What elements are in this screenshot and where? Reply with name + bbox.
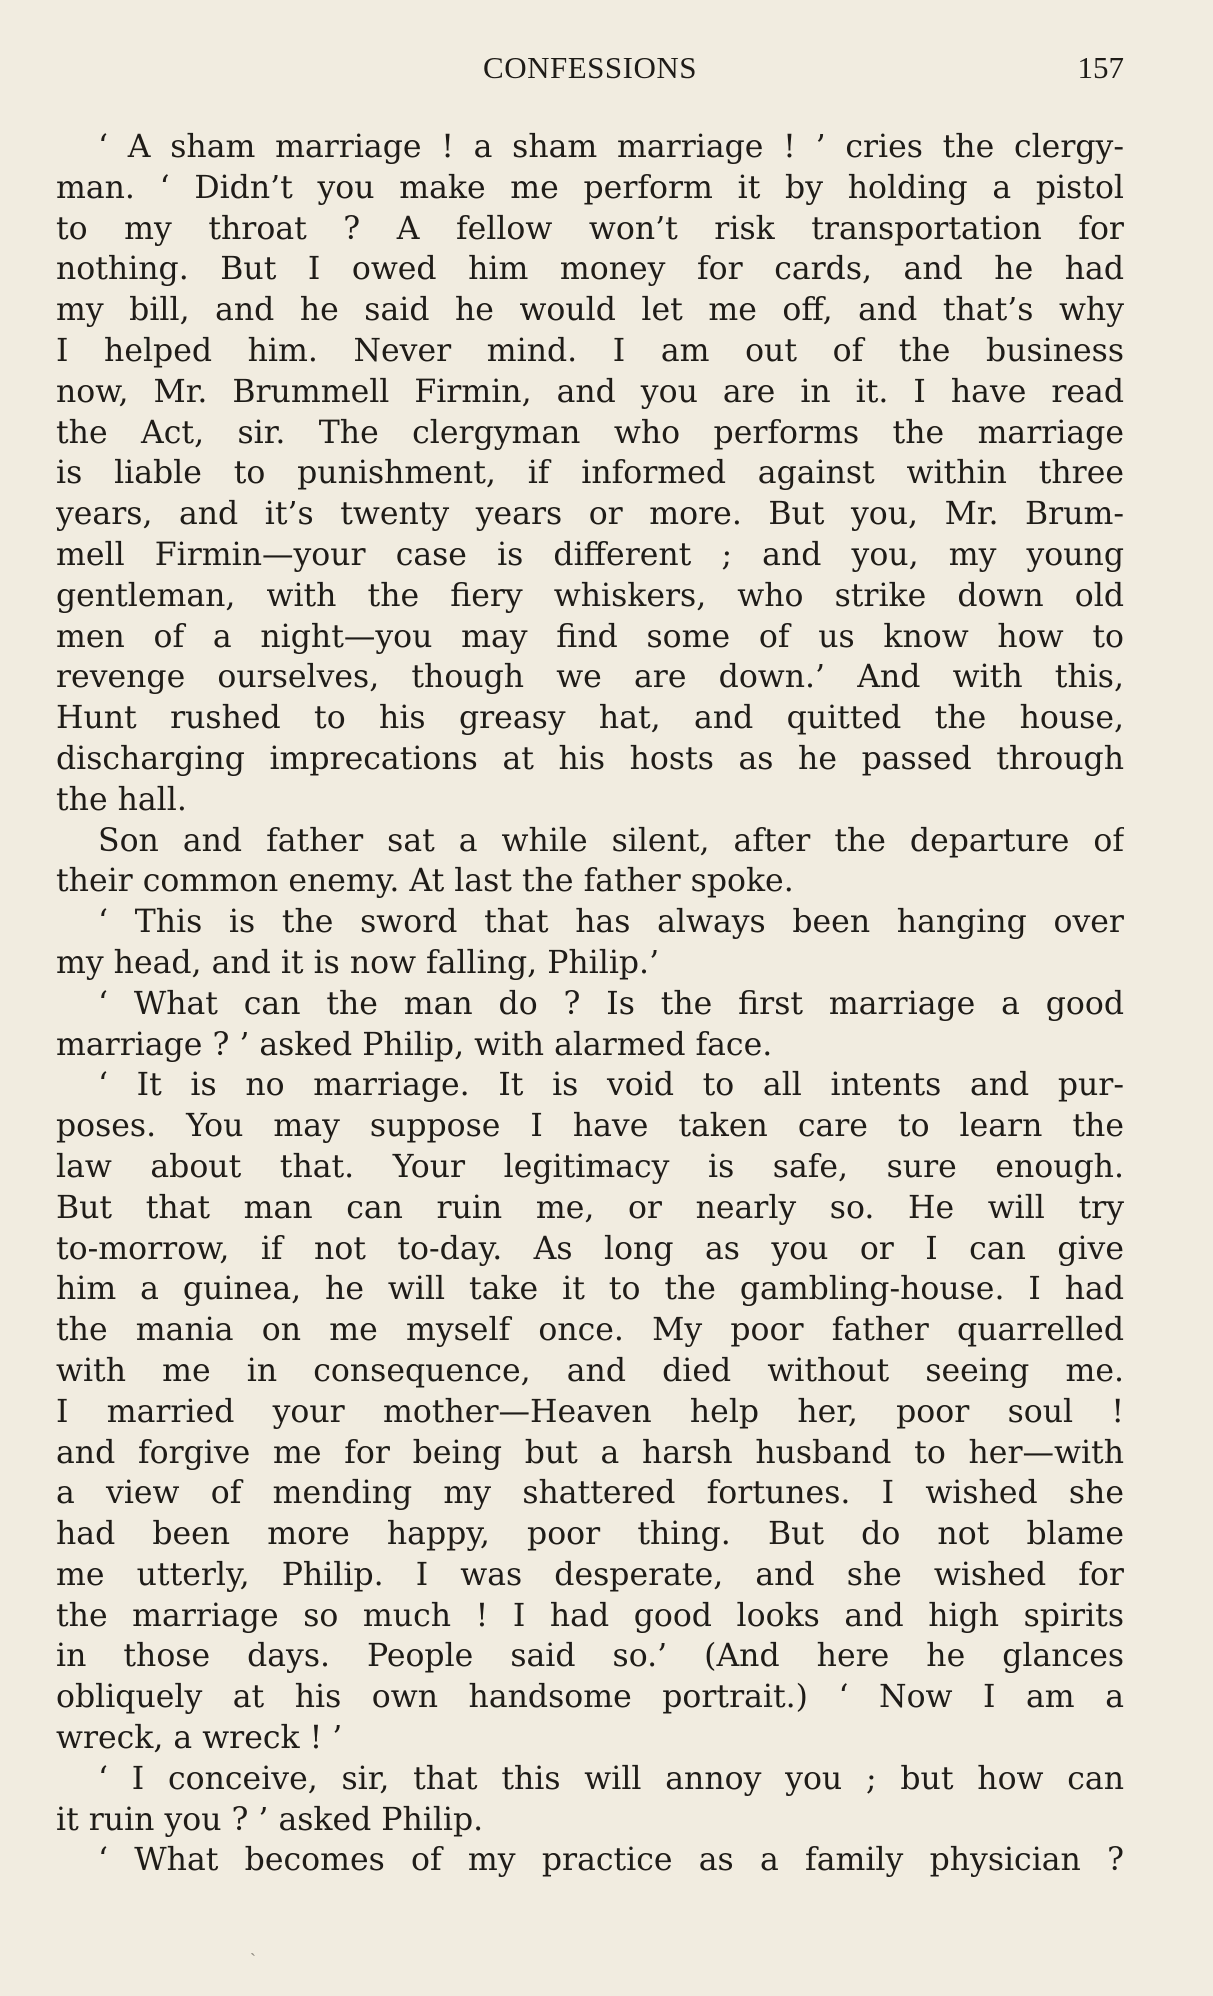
stray-ink-mark: ˏ [250, 1936, 256, 1957]
text-line: him a guinea, he will take it to the gambling-house. I had [56, 1271, 1124, 1308]
text-line: ‘ A sham marriage ! a sham marriage ! ’ cries the clergy- [98, 129, 1124, 165]
text-line: marriage ? ’ asked Philip, with alarmed face. [56, 1026, 773, 1063]
text-line: I helped him. Never mind. I am out of the business [56, 332, 1124, 369]
text-line: a view of mending my shattered fortunes. I wished she [56, 1475, 1124, 1512]
text-line: to my throat ? A fellow won’t risk transportation for [56, 210, 1124, 247]
text-line: my head, and it is now falling, Philip.’ [56, 944, 660, 981]
text-line: ‘ This is the sword that has always been hanging over [98, 904, 1124, 941]
text-line: Hunt rushed to his greasy hat, and quitted the house, [56, 700, 1124, 737]
text-line: the hall. [56, 781, 187, 818]
text-line: discharging imprecations at his hosts as he passed through [56, 740, 1124, 777]
body-text [56, 127, 1124, 1881]
text-line: the marriage so much ! I had good looks and high spirits [56, 1597, 1124, 1634]
text-line: gentleman, with the fiery whiskers, who strike down old [56, 577, 1124, 614]
text-line: law about that. Your legitimacy is safe, sure enough. [56, 1148, 1124, 1185]
text-line: wreck, a wreck ! ’ [56, 1720, 343, 1757]
text-line: mell Firmin—your case is different ; and you, my young [56, 536, 1124, 573]
text-line: and forgive me for being but a harsh husband to her—with [56, 1434, 1124, 1471]
text-line: my bill, and he said he would let me off, and that’s why [56, 292, 1124, 329]
text-line: now, Mr. Brummell Firmin, and you are in it. I have read [56, 373, 1124, 410]
text-line: man. ‘ Didn’t you make me perform it by holding a pistol [56, 169, 1124, 206]
text-line: I married your mother—Heaven help her, poor soul ! [56, 1393, 1124, 1430]
text-line: ‘ What becomes of my practice as a family physician ? [98, 1842, 1124, 1879]
text-line: their common enemy. At last the father spoke. [56, 863, 794, 900]
page-number: 157 [1077, 50, 1124, 85]
text-line: it ruin you ? ’ asked Philip. [56, 1801, 484, 1838]
text-line: ‘ I conceive, sir, that this will annoy you ; but how can [98, 1760, 1124, 1797]
running-title: CONFESSIONS [483, 50, 697, 85]
text-line: men of a night—you may find some of us know how to [56, 618, 1124, 655]
text-line: the Act, sir. The clergyman who performs the marriage [56, 414, 1124, 451]
text-line: obliquely at his own handsome portrait.) ‘ Now I am a [56, 1679, 1124, 1716]
text-line: ‘ What can the man do ? Is the first marriage a good [98, 985, 1124, 1022]
text-line: in those days. People said so.’ (And here he glances [56, 1638, 1124, 1675]
text-line: years, and it’s twenty years or more. But you, Mr. Brum- [56, 496, 1124, 533]
text-line: the mania on me myself once. My poor father quarrelled [56, 1312, 1124, 1349]
text-line: is liable to punishment, if informed against within three [56, 455, 1124, 492]
text-line: revenge ourselves, though we are down.’ And with this, [56, 659, 1124, 696]
text-line: ‘ It is no marriage. It is void to all intents and pur- [98, 1067, 1124, 1104]
text-line: nothing. But I owed him money for cards, and he had [56, 251, 1124, 288]
running-head [56, 48, 1124, 88]
text-line: me utterly, Philip. I was desperate, and she wished for [56, 1556, 1124, 1593]
text-line: had been more happy, poor thing. But do not blame [56, 1516, 1124, 1553]
text-line: to-morrow, if not to-day. As long as you or I can give [56, 1230, 1124, 1267]
text-line: Son and father sat a while silent, after the departure of [98, 822, 1124, 859]
text-line: But that man can ruin me, or nearly so. He will try [56, 1189, 1124, 1226]
text-line: with me in consequence, and died without seeing me. [56, 1352, 1124, 1389]
text-line: poses. You may suppose I have taken care to learn the [56, 1108, 1124, 1145]
